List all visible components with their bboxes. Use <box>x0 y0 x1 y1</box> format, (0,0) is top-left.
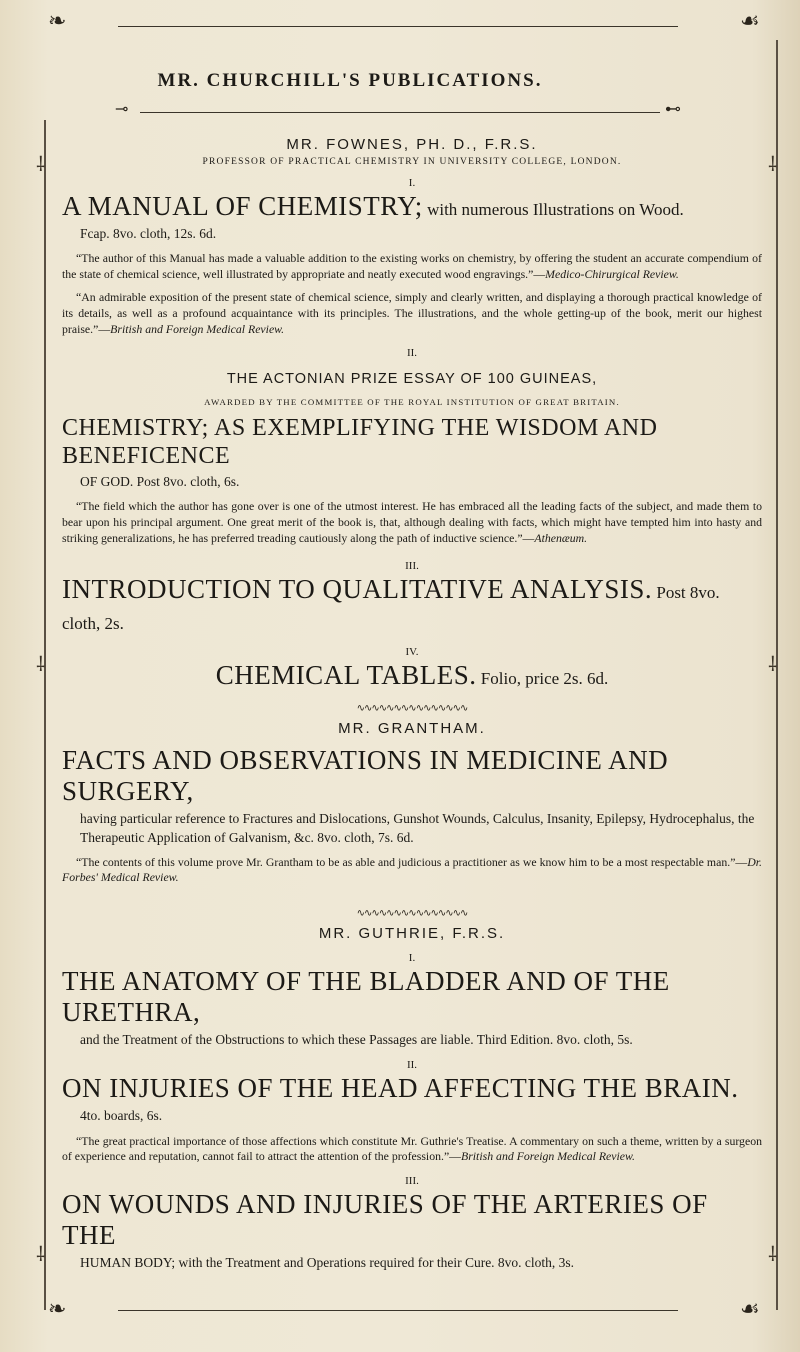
book-numeral: III. <box>405 1174 419 1187</box>
review-source: British and Foreign Medical Review. <box>460 1149 635 1164</box>
page-header: MR. CHURCHILL'S PUBLICATIONS. <box>157 70 543 91</box>
book-title-rest: Folio, price 2s. 6d. <box>476 669 609 689</box>
review-quote <box>62 251 762 282</box>
review-quote <box>62 855 762 886</box>
book-publication-text: Post 8vo. cloth, 6s. <box>136 474 240 490</box>
book-publication: having particular reference to Fractures and Dislocations, Gunshot Wounds, Calculus, Insanity, Epilepsy, Hydrocephalus, the Therapeutic Application of Galvanism, &c. 8vo. cloth, 7s. 6d. <box>80 811 755 845</box>
left-border-line <box>44 120 46 1310</box>
review-text: “The author of this Manual has made a valuable addition to the existing works on chemistry, by offering the student an accurate compendium of the state of chemical science, well illustrated by appropriate and neatly executed wood engravings.”— <box>62 251 762 281</box>
header-rule <box>140 112 660 113</box>
top-rule <box>118 26 678 27</box>
book-title: ON INJURIES OF THE HEAD AFFECTING THE BRAIN. <box>62 1073 739 1104</box>
book-publication: Fcap. 8vo. cloth, 12s. 6d. <box>80 226 217 242</box>
review-source: Dr. Forbes' Medical Review. <box>62 854 762 885</box>
author-heading: MR. GRANTHAM. <box>338 720 486 738</box>
border-ornament-left-3: ⸸ <box>36 1244 46 1266</box>
section-divider: ∿∿∿∿∿∿∿∿∿∿∿∿∿∿∿ <box>356 907 468 919</box>
book-publication: and the Treatment of the Obstructions to which these Passages are liable. Third Edition. 8vo. cloth, 5s. <box>80 1032 633 1048</box>
book-title-main: CHEMICAL TABLES. <box>215 660 477 691</box>
book-numeral: IV. <box>405 646 419 659</box>
author-section-grantham <box>62 720 762 886</box>
book-title: THE ANATOMY OF THE BLADDER AND OF THE URETHRA, <box>62 965 670 1028</box>
book-title: CHEMISTRY; AS EXEMPLIFYING THE WISDOM AND BENEFICENCE <box>62 415 658 469</box>
book-title: ON WOUNDS AND INJURIES OF THE ARTERIES OF THE <box>62 1188 708 1250</box>
essay-heading: THE ACTONIAN PRIZE ESSAY OF 100 GUINEAS, <box>226 371 598 388</box>
book-numeral: I. <box>408 177 416 189</box>
author-heading: MR. FOWNES, PH. D., F.R.S. <box>286 136 538 153</box>
header-ornament-left: ⊸ <box>115 101 129 118</box>
review-text: “The great practical importance of those affections which constitute Mr. Guthrie's Treatise. A commentary on such a theme, written by a surgeon of experience and reputation, cannot fail to attract the attention of the profession.”— <box>62 1133 762 1164</box>
awarded-line: AWARDED BY THE COMMITTEE OF THE ROYAL INSTITUTION OF GREAT BRITAIN. <box>204 397 620 408</box>
corner-ornament-bottom-left: ❧ <box>48 1296 67 1321</box>
border-ornament-left-1: ⸸ <box>36 154 46 176</box>
page-content <box>62 136 762 1272</box>
book-title <box>62 660 762 691</box>
book-publication: HUMAN BODY; with the Treatment and Operations required for their Cure. 8vo. cloth, 3s. <box>80 1254 575 1270</box>
border-ornament-left-2: ⸸ <box>36 654 46 676</box>
border-ornament-right-2: ⸸ <box>768 654 778 676</box>
review-source: British and Foreign Medical Review. <box>110 321 285 336</box>
book-title-rest: Post 8vo. cloth, 2s. <box>62 583 720 634</box>
book-title <box>62 191 762 222</box>
review-text: “The contents of this volume prove Mr. Grantham to be as able and judicious a practitioner as we know him to be a most respectable man.”— <box>76 854 748 869</box>
book-title: FACTS AND OBSERVATIONS IN MEDICINE AND SURGERY, <box>62 745 669 807</box>
border-ornament-right-1: ⸸ <box>768 154 778 176</box>
author-subtitle: PROFESSOR OF PRACTICAL CHEMISTRY IN UNIVERSITY COLLEGE, LONDON. <box>202 157 622 167</box>
review-text: “The field which the author has gone over is one of the utmost interest. He has embraced all the leading facts of the subject, and made them to bear upon his principal argument. One great merit of the book is, that, although dealing with facts, which might have tempted him into hasty and striking generalizations, he has preferred treading cautiously along the path of inductive science.”— <box>62 499 762 545</box>
author-section-guthrie <box>62 925 762 1272</box>
border-ornament-right-3: ⸸ <box>768 1244 778 1266</box>
book-title <box>62 574 762 636</box>
review-source: Athenæum. <box>534 530 588 545</box>
book-title-line2: OF GOD. <box>80 474 134 490</box>
section-divider: ∿∿∿∿∿∿∿∿∿∿∿∿∿∿∿ <box>356 703 468 715</box>
review-quote <box>62 499 762 546</box>
header-ornament-right: ⊷ <box>665 101 681 118</box>
corner-ornament-bottom-right: ☙ <box>740 1296 760 1321</box>
author-heading: MR. GUTHRIE, F.R.S. <box>318 924 506 942</box>
author-section-fownes <box>62 136 762 691</box>
book-numeral: III. <box>405 560 419 573</box>
corner-ornament-top-right: ☙ <box>740 8 760 33</box>
book-numeral: II. <box>406 1059 418 1072</box>
book-publication: 4to. boards, 6s. <box>80 1108 163 1124</box>
book-title-rest: with numerous Illustrations on Wood. <box>422 200 684 219</box>
book-publication <box>80 473 762 491</box>
corner-ornament-top-left: ❧ <box>48 8 67 33</box>
bottom-rule <box>118 1310 678 1311</box>
review-quote <box>62 290 762 337</box>
review-source: Medico-Chirurgical Review. <box>545 266 679 281</box>
book-numeral: II. <box>406 347 418 360</box>
review-quote <box>62 1134 762 1165</box>
review-text: “An admirable exposition of the present state of chemical science, simply and clearly written, and displaying a thorough practical knowledge of its details, as well as a profound acquaintance with its principles. The illustrations, and the whole getting-up of the book, merit our highest praise.”— <box>62 290 762 336</box>
book-title-main: A MANUAL OF CHEMISTRY; <box>62 191 423 221</box>
book-numeral: I. <box>408 951 416 964</box>
book-title-main: INTRODUCTION TO QUALITATIVE ANALYSIS. <box>62 574 653 605</box>
